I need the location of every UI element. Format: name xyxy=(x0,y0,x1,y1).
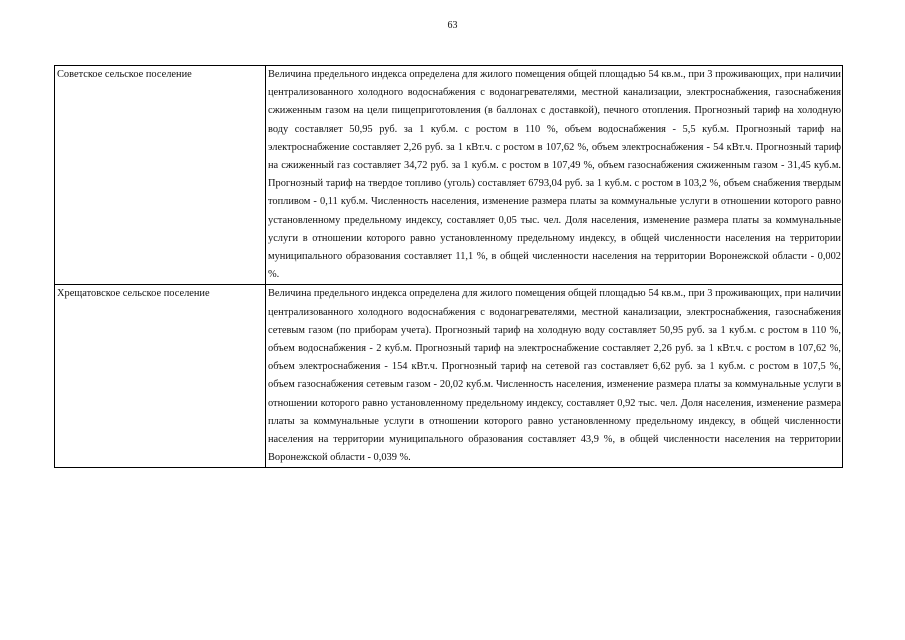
page-number: 63 xyxy=(447,20,458,31)
settlements-table xyxy=(54,65,843,468)
settlement-description-cell: Величина предельного индекса определена для жилого помещения общей площадью 54 кв.м., при 3 проживающих, при наличии централизованного холодного водоснабжения с водонагревателями, местной канализации, электроснабжения, газоснабжения сжиженным газом на цели пищеприготовления (в баллонах с доставкой), печного отопления. Прогнозный тариф на холодную воду составляет 50,95 руб. за 1 куб.м. с ростом в 110 %, объем водоснабжения - 5,5 куб.м. Прогнозный тариф на электроснабжение составляет 2,26 руб. за 1 кВт.ч. с ростом в 107,62 %, объем электроснабжения - 54 кВт.ч. Прогнозный тариф на сжиженный газ составляет 34,72 руб. за 1 куб.м. с ростом в 107,49 %, объем газоснабжения сжиженным газом - 31,45 куб.м. Прогнозный тариф на твердое топливо (уголь) составляет 6793,04 руб. за 1 куб.м. с ростом в 103,2 %, объем снабжения твердым топливом - 0,11 куб.м. Численность населения, изменение размера платы за коммунальные услуги в отношении которого равно установленному предельному индексу, составляет 0,05 тыс. чел. Доля населения, изменение размера платы за коммунальные услуги в отношении которого равно установленному предельному индексу, в общей численности населения на территории муниципального образования составляет 11,1 %, в общей численности населения на территории Воронежской области - 0,002 %. xyxy=(266,66,843,285)
table-row xyxy=(55,66,843,285)
settlement-description-cell: Величина предельного индекса определена для жилого помещения общей площадью 54 кв.м., при 3 проживающих, при наличии централизованного холодного водоснабжения с водонагревателями, местной канализации, электроснабжения, газоснабжения сетевым газом (по приборам учета). Прогнозный тариф на холодную воду составляет 50,95 руб. за 1 куб.м. с ростом в 110 %, объем водоснабжения - 2 куб.м. Прогнозный тариф на электроснабжение составляет 2,26 руб. за 1 кВт.ч. с ростом в 107,62 %, объем электроснабжения - 154 кВт.ч. Прогнозный тариф на сетевой газ составляет 6,62 руб. за 1 куб.м. с ростом в 107,5 %, объем газоснабжения сетевым газом - 20,02 куб.м. Численность населения, изменение размера платы за коммунальные услуги в отношении которого равно установленному предельному индексу, составляет 0,92 тыс. чел. Доля населения, изменение размера платы за коммунальные услуги в отношении которого равно установленному предельному индексу, в общей численности населения на территории муниципального образования составляет 43,9 %, в общей численности населения на территории Воронежской области - 0,039 %. xyxy=(266,285,843,468)
settlement-name-cell: Хрещатовское сельское поселение xyxy=(55,285,266,468)
table-row xyxy=(55,285,843,468)
settlement-name-cell: Советское сельское поселение xyxy=(55,66,266,285)
